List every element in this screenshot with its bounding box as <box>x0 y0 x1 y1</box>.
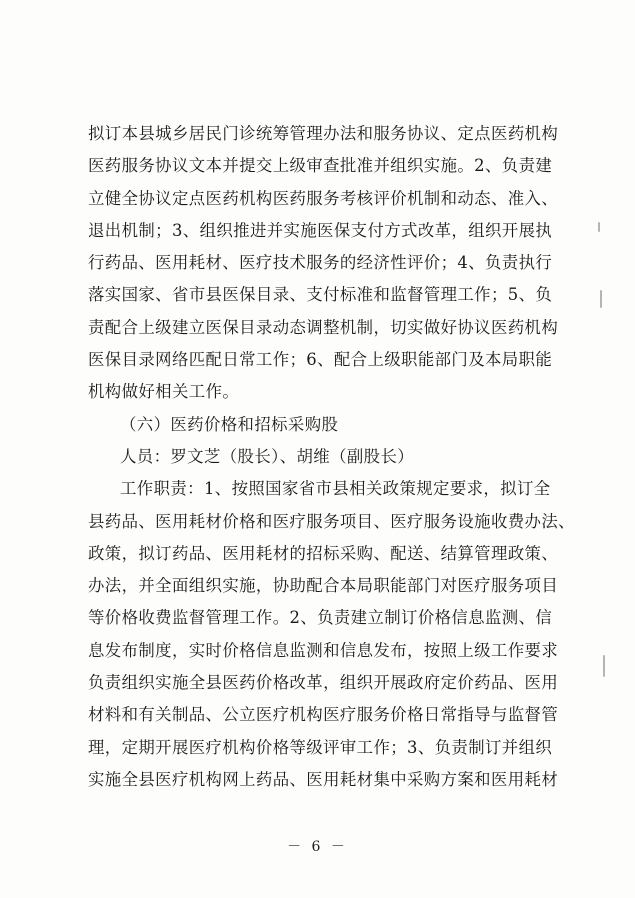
body-line: 医保目录网络匹配日常工作；6、配合上级职能部门及本局职能 <box>88 350 553 370</box>
body-line: 机构做好相关工作。 <box>88 382 240 402</box>
page-number: － 6 － <box>287 839 348 855</box>
body-line: 行药品、医用耗材、医疗技术服务的经济性评价；4、负责执行 <box>88 253 553 273</box>
duties-line: 息发布制度，实时价格信息监测和信息发布，按照上级工作要求 <box>88 640 559 660</box>
duties-line: 理，定期开展医疗机构价格等级评审工作；3、负责制订并组织 <box>88 737 553 757</box>
scan-mark <box>598 222 600 232</box>
duties-line: 材料和有关制品、公立医疗机构医疗服务价格日常指导与监督管 <box>88 705 559 725</box>
duties-line: 实施全县医疗机构网上药品、医用耗材集中采购方案和医用耗材 <box>88 769 559 789</box>
body-line: 退出机制；3、组织推进并实施医保支付方式改革，组织开展执 <box>88 220 553 240</box>
duties-line: 工作职责：1、按照国家省市县相关政策规定要求，拟订全 <box>120 479 551 499</box>
scan-mark <box>600 290 602 308</box>
body-line: 责配合上级建立医保目录动态调整机制，切实做好协议医药机构 <box>88 317 559 337</box>
scan-mark <box>603 655 605 677</box>
document-body <box>88 118 575 796</box>
duties-line: 负责组织实施全县医药价格改革，组织开展政府定价药品、医用 <box>88 673 559 693</box>
duties-line: 县药品、医用耗材价格和医疗服务项目、医疗服务设施收费办法、 <box>88 511 575 531</box>
duties-line: 办法，并全面组织实施，协助配合本局职能部门对医疗服务项目 <box>88 576 559 596</box>
body-line: 拟订本县城乡居民门诊统筹管理办法和服务协议、定点医药机构 <box>88 124 559 143</box>
section-heading: （六）医药价格和招标采购股 <box>120 414 339 434</box>
body-line: 立健全协议定点医药机构医药服务考核评价机制和动态、准入、 <box>88 188 559 208</box>
duties-line: 等价格收费监督管理工作。2、负责建立制订价格信息监测、信 <box>88 608 553 628</box>
body-line: 医药服务协议文本并提交上级审查批准并组织实施。2、负责建 <box>88 156 553 176</box>
personnel-line: 人员：罗文芝（股长）、胡维（副股长） <box>120 446 415 466</box>
body-line: 落实国家、省市县医保目录、支付标准和监督管理工作；5、负 <box>88 285 553 305</box>
duties-line: 政策，拟订药品、医用耗材的招标采购、配送、结算管理政策、 <box>88 543 559 563</box>
